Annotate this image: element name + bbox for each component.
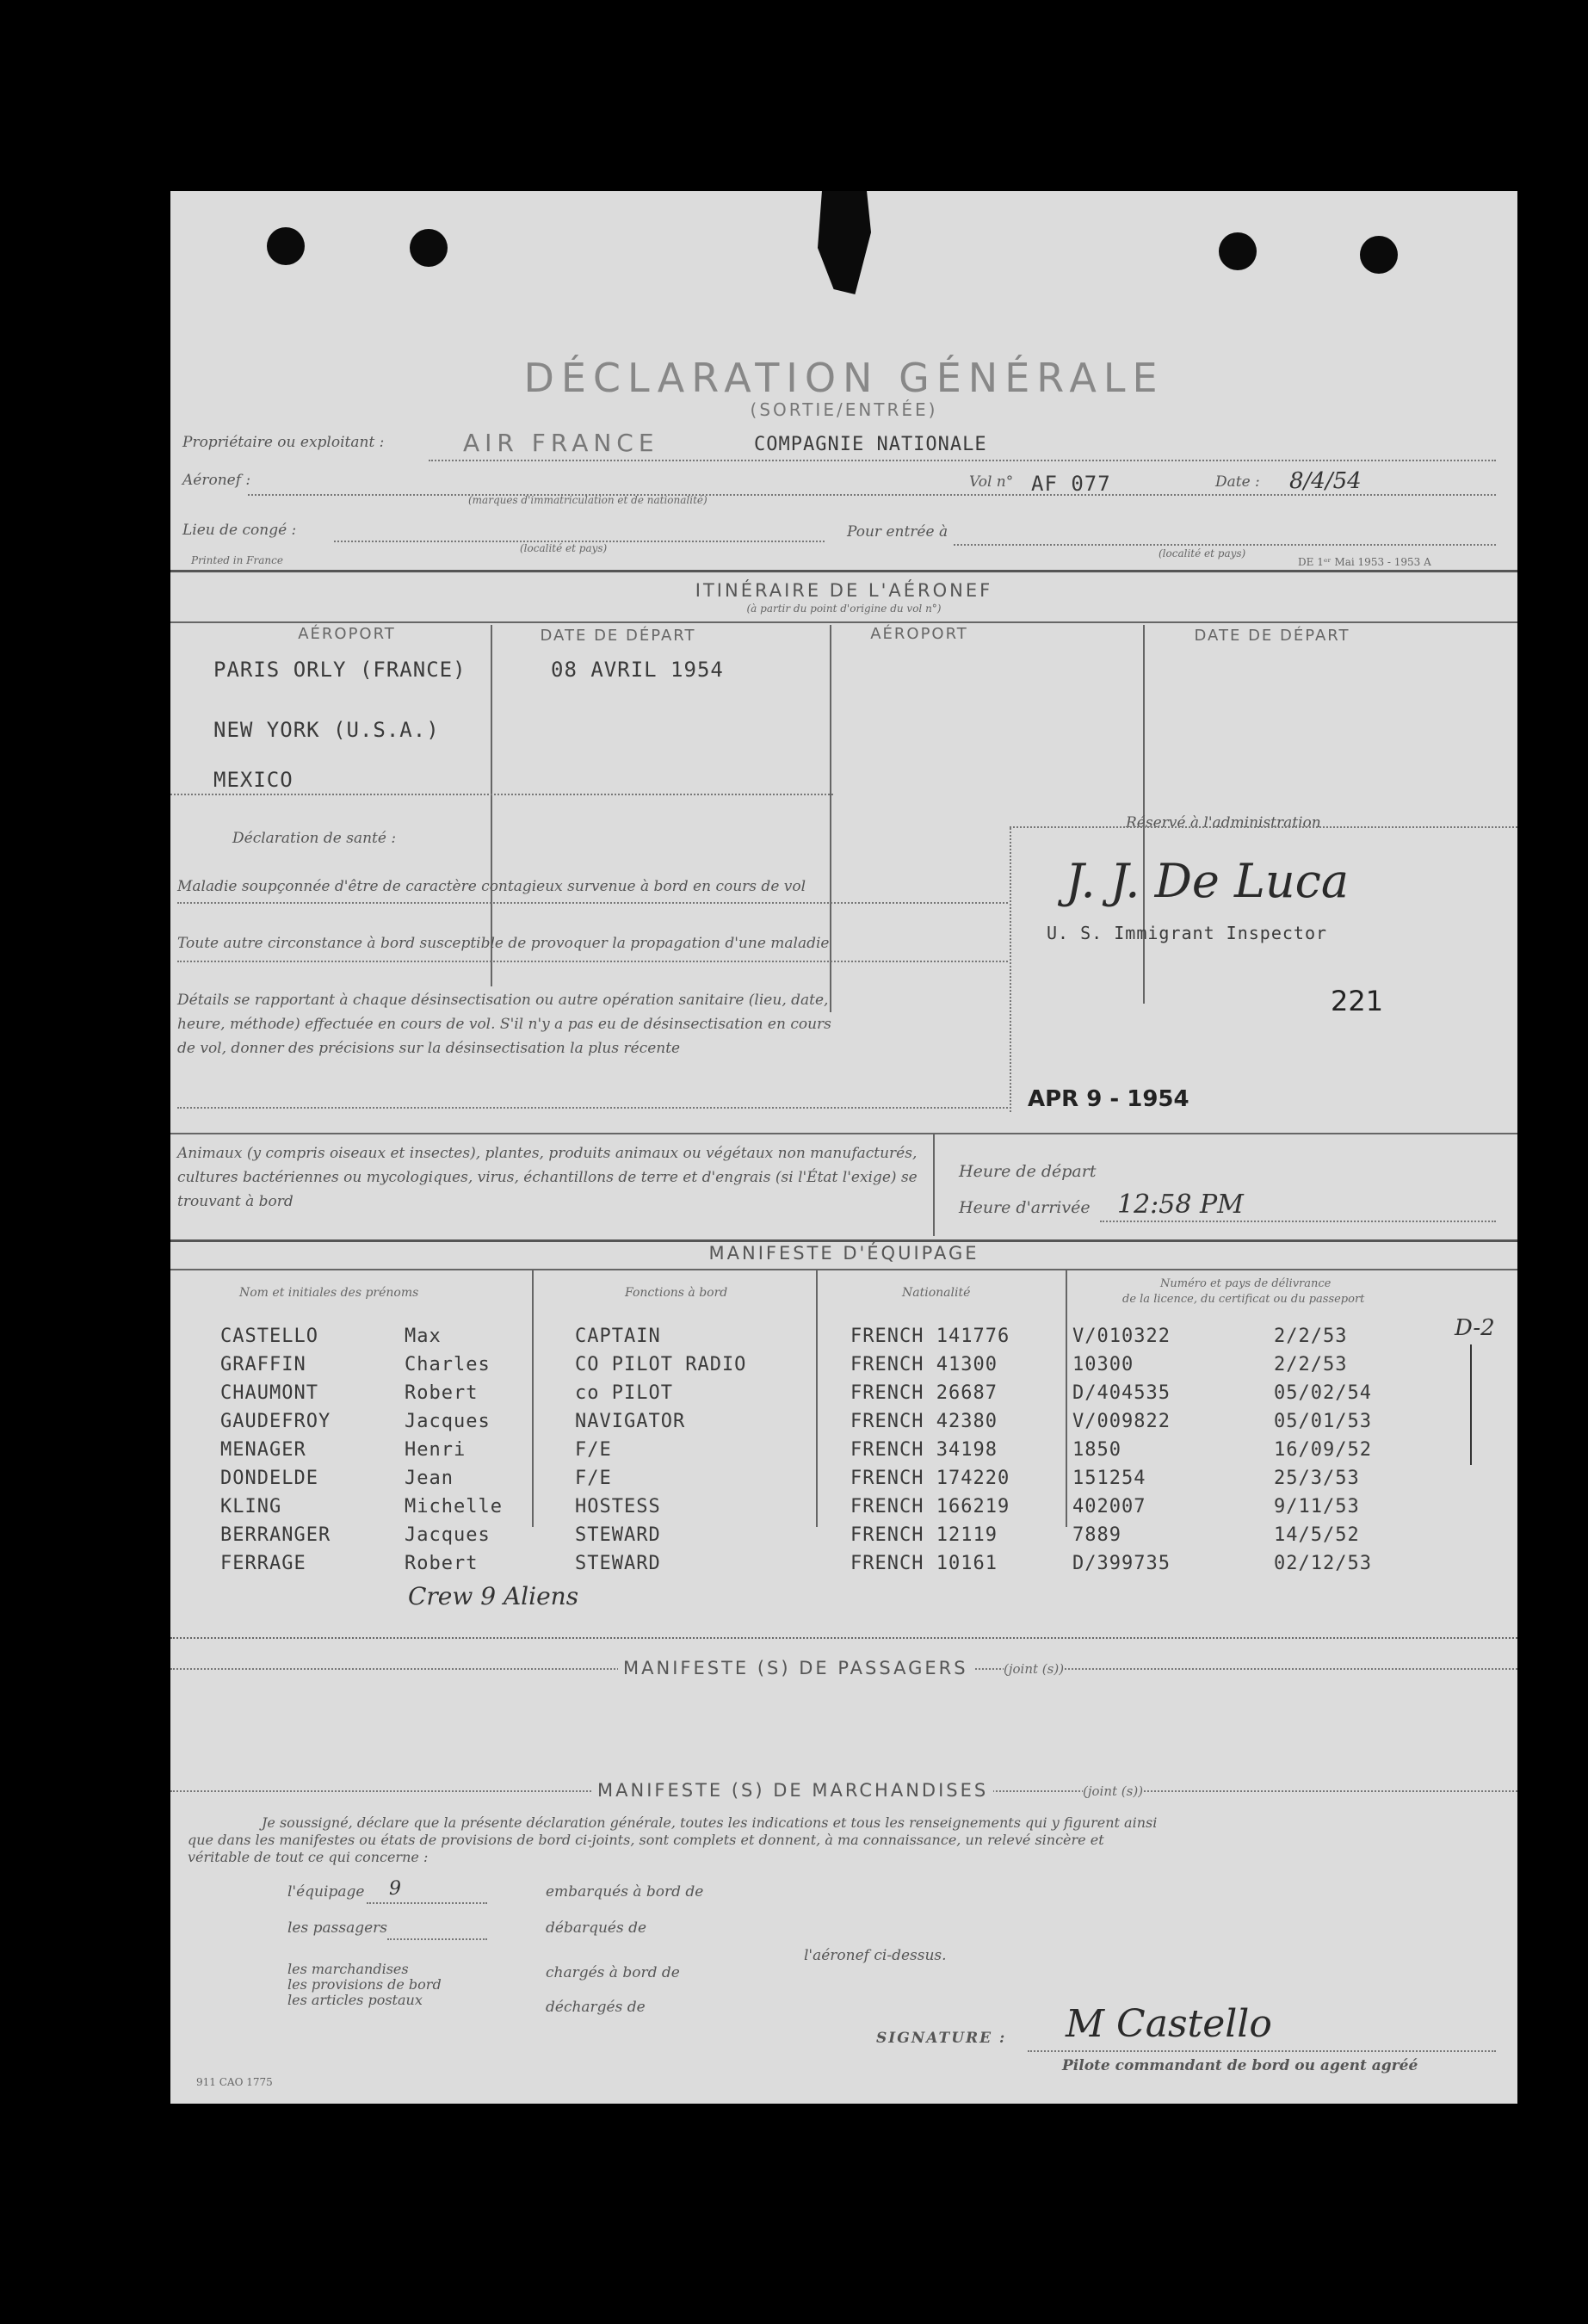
punch-hole-right-a [1219, 232, 1257, 270]
crew-col-function: Fonctions à bord [625, 1286, 728, 1300]
itinerary-subtitle: (à partir du point d'origine du vol n°) [746, 603, 942, 615]
declaration-loaded: chargés à bord de [546, 1964, 680, 1981]
crew-nationality: FRENCH 26687 [850, 1382, 998, 1404]
declaration-unloaded: déchargés de [546, 1999, 646, 2016]
inspector-title: U. S. Immigrant Inspector [1047, 923, 1328, 943]
crew-first-name: Max [405, 1326, 442, 1347]
crew-issue-date: 25/3/53 [1274, 1468, 1360, 1489]
depart-place-label: Lieu de congé : [182, 522, 297, 539]
cargo-note: (joint (s)) [1083, 1783, 1144, 1799]
crew-surname: KLING [220, 1496, 282, 1517]
admin-box-left [1010, 828, 1011, 1112]
crew-surname: BERRANGER [220, 1524, 331, 1546]
entry-line [954, 544, 1496, 546]
crew-function: CO PILOT RADIO [575, 1354, 747, 1375]
punch-hole-right-b [1360, 236, 1398, 274]
cargo-title: MANIFESTE (S) DE MARCHANDISES [592, 1780, 993, 1801]
declaration-line-3: véritable de tout ce qui concerne : [188, 1849, 429, 1865]
declaration-passengers-line [387, 1938, 487, 1940]
crew-nationality: FRENCH 166219 [850, 1496, 1010, 1517]
itinerary-divider-2 [830, 625, 831, 1012]
itinerary-title: ITINÉRAIRE DE L'AÉRONEF [695, 580, 993, 601]
inspector-signature: J. J. De Luca [1066, 854, 1350, 908]
signer-role: Pilote commandant de bord ou agent agréé [1062, 2057, 1418, 2074]
crew-document: 10300 [1072, 1354, 1134, 1375]
arrival-time-label: Heure d'arrivée [959, 1198, 1091, 1217]
owner-label: Propriétaire ou exploitant : [182, 434, 385, 451]
flight-value: AF 077 [1031, 472, 1111, 496]
crew-bracket [1470, 1344, 1472, 1465]
crew-issue-date: 9/11/53 [1274, 1496, 1360, 1517]
passengers-title: MANIFESTE (S) DE PASSAGERS [618, 1658, 973, 1678]
admin-box-top [1010, 826, 1517, 828]
itinerary-col-date-2: DATE DE DÉPART [1194, 627, 1350, 645]
itinerary-col-airport-2: AÉROPORT [870, 625, 968, 643]
punch-hole-left [267, 227, 305, 265]
inspector-number: 221 [1331, 985, 1384, 1017]
declaration-embarked: embarqués à bord de [546, 1883, 704, 1901]
itinerary-airport-2: NEW YORK (U.S.A.) [213, 718, 440, 742]
owner-sub: COMPAGNIE NATIONALE [754, 434, 987, 455]
crew-nationality: FRENCH 42380 [850, 1411, 998, 1432]
crew-first-name: Jacques [405, 1411, 491, 1432]
crew-document: 1850 [1072, 1439, 1121, 1461]
crew-surname: CHAUMONT [220, 1382, 318, 1404]
departure-time-label: Heure de départ [959, 1162, 1097, 1181]
health-rule-2 [177, 961, 1008, 962]
itinerary-date-1: 08 AVRIL 1954 [551, 658, 724, 682]
health-line-2: Toute autre circonstance à bord susceptible de provoquer la propagation d'une maladie [177, 935, 830, 952]
footer-code: 911 CAO 1775 [196, 2076, 273, 2088]
crew-nationality: FRENCH 12119 [850, 1524, 998, 1546]
health-rule-1 [177, 902, 1008, 904]
crew-nationality: FRENCH 41300 [850, 1354, 998, 1375]
crew-issue-date: 05/02/54 [1274, 1382, 1372, 1404]
declaration-goods-a: les marchandises [287, 1961, 409, 1977]
animals-line-a: Animaux (y compris oiseaux et insectes), plantes, produits animaux ou végétaux non manufacturés, [177, 1145, 918, 1162]
declaration-crew-line [367, 1902, 487, 1904]
crew-document: 7889 [1072, 1524, 1121, 1546]
date-value: 8/4/54 [1289, 468, 1362, 494]
itinerary-divider-1 [491, 625, 492, 986]
crew-function: co PILOT [575, 1382, 673, 1404]
crew-nationality: FRENCH 174220 [850, 1468, 1010, 1489]
crew-surname: GAUDEFROY [220, 1411, 331, 1432]
crew-issue-date: 2/2/53 [1274, 1326, 1348, 1347]
owner-line [429, 460, 1496, 461]
crew-col-license-a: Numéro et pays de délivrance [1160, 1277, 1332, 1290]
crew-document: D/399735 [1072, 1553, 1171, 1574]
crew-title: MANIFESTE D'ÉQUIPAGE [708, 1243, 979, 1264]
declaration-disembarked: débarqués de [546, 1919, 647, 1937]
crew-issue-date: 16/09/52 [1274, 1439, 1372, 1461]
crew-function: HOSTESS [575, 1496, 661, 1517]
itinerary-col-airport-1: AÉROPORT [298, 625, 396, 643]
signature-line [1028, 2050, 1496, 2052]
health-line-1: Maladie soupçonnée d'être de caractère contagieux survenue à bord en cours de vol [177, 878, 806, 895]
crew-bottom-rule [170, 1637, 1517, 1639]
crew-nationality: FRENCH 10161 [850, 1553, 998, 1574]
animals-divider [933, 1133, 935, 1236]
animals-line-c: trouvant à bord [177, 1193, 294, 1210]
crew-first-name: Michelle [405, 1496, 503, 1517]
crew-total-note: Crew 9 Aliens [408, 1582, 579, 1610]
health-line-3c: de vol, donner des précisions sur la désinsectisation la plus récente [177, 1040, 681, 1057]
crew-first-name: Jean [405, 1468, 454, 1489]
arrival-time-line [1100, 1221, 1496, 1222]
itinerary-airport-1: PARIS ORLY (FRANCE) [213, 658, 467, 682]
entry-note: (localité et pays) [1159, 547, 1246, 559]
form-title: DÉCLARATION GÉNÉRALE [523, 355, 1165, 401]
health-line-3a: Détails se rapportant à chaque désinsectisation ou autre opération sanitaire (lieu, date, [177, 992, 829, 1009]
crew-margin-note: D-2 [1455, 1315, 1495, 1341]
crew-surname: FERRAGE [220, 1553, 306, 1574]
crew-nationality: FRENCH 141776 [850, 1326, 1010, 1347]
crew-surname: DONDELDE [220, 1468, 318, 1489]
crew-nationality: FRENCH 34198 [850, 1439, 998, 1461]
crew-first-name: Henri [405, 1439, 467, 1461]
crew-col-name: Nom et initiales des prénoms [239, 1286, 419, 1300]
crew-divider-1 [532, 1269, 534, 1527]
aircraft-label: Aéronef : [182, 472, 251, 489]
depart-line [334, 541, 825, 542]
form-subtitle: (SORTIE/ENTRÉE) [750, 399, 938, 420]
health-title: Déclaration de santé : [232, 830, 397, 847]
crew-col-license-b: de la licence, du certificat ou du passeport [1122, 1293, 1365, 1306]
animals-top-rule [170, 1133, 1517, 1134]
declaration-crew-value: 9 [389, 1878, 401, 1900]
captain-signature: M Castello [1066, 2002, 1272, 2046]
declaration-crew-label: l'équipage [287, 1883, 365, 1901]
crew-col-nationality: Nationalité [902, 1286, 971, 1300]
crew-document: D/404535 [1072, 1382, 1171, 1404]
passengers-note: (joint (s)) [1004, 1661, 1065, 1677]
admin-title: Réservé à l'administration [1126, 814, 1321, 831]
animals-line-b: cultures bactériennes ou mycologiques, virus, échantillons de terre et d'engrais (si l'État l'exige) se [177, 1169, 918, 1186]
declaration-line-2: que dans les manifestes ou états de provisions de bord ci-joints, sont complets et donnent, à ma connaissance, un relevé sincère et [188, 1832, 1104, 1848]
flight-label: Vol n° [969, 473, 1014, 491]
crew-surname: GRAFFIN [220, 1354, 306, 1375]
health-rule-3 [177, 1107, 1008, 1109]
health-line-3b: heure, méthode) effectuée en cours de vol. S'il n'y a pas eu de désinsectisation en cours [177, 1016, 831, 1033]
crew-first-name: Robert [405, 1382, 479, 1404]
signature-label: SIGNATURE : [876, 2030, 1007, 2047]
crew-first-name: Charles [405, 1354, 491, 1375]
crew-first-name: Jacques [405, 1524, 491, 1546]
crew-issue-date: 2/2/53 [1274, 1354, 1348, 1375]
declaration-line-1: Je soussigné, déclare que la présente déclaration générale, toutes les indications et tous les renseignements qui y figurent ainsi [262, 1814, 1158, 1831]
arrival-time-value: 12:58 PM [1117, 1190, 1244, 1220]
owner-value: AIR FRANCE [463, 429, 659, 457]
crew-document: V/010322 [1072, 1326, 1171, 1347]
crew-header-rule [170, 1269, 1517, 1270]
crew-divider-2 [816, 1269, 818, 1527]
crew-surname: MENAGER [220, 1439, 306, 1461]
declaration-passengers-label: les passagers [287, 1919, 388, 1937]
crew-issue-date: 14/5/52 [1274, 1524, 1360, 1546]
itinerary-bottom-rule [170, 794, 833, 795]
date-label: Date : [1215, 473, 1260, 491]
aircraft-note: (marques d'immatriculation et de nationalité) [468, 494, 707, 506]
aircraft-line [248, 494, 1496, 496]
crew-divider-3 [1066, 1269, 1067, 1527]
arrival-stamp-date: APR 9 - 1954 [1028, 1086, 1189, 1112]
crew-document: 151254 [1072, 1468, 1146, 1489]
crew-document: 402007 [1072, 1496, 1146, 1517]
declaration-aircraft: l'aéronef ci-dessus. [804, 1947, 947, 1964]
paper-tear [818, 191, 871, 294]
crew-function: STEWARD [575, 1524, 661, 1546]
crew-function: CAPTAIN [575, 1326, 661, 1347]
depart-place-note: (localité et pays) [520, 542, 608, 554]
itinerary-header-rule [170, 621, 1517, 623]
crew-document: V/009822 [1072, 1411, 1171, 1432]
punch-hole-center [410, 229, 448, 267]
crew-issue-date: 02/12/53 [1274, 1553, 1372, 1574]
crew-function: STEWARD [575, 1553, 661, 1574]
crew-function: F/E [575, 1468, 612, 1489]
crew-surname: CASTELLO [220, 1326, 318, 1347]
document-page [170, 191, 1517, 2104]
declaration-goods-b: les provisions de bord [287, 1976, 442, 1993]
crew-function: NAVIGATOR [575, 1411, 686, 1432]
itinerary-airport-3: MEXICO [213, 768, 294, 792]
declaration-goods-c: les articles postaux [287, 1992, 423, 2008]
crew-first-name: Robert [405, 1553, 479, 1574]
crew-function: F/E [575, 1439, 612, 1461]
itinerary-top-rule [170, 570, 1517, 572]
crew-issue-date: 05/01/53 [1274, 1411, 1372, 1432]
printed-note: Printed in France [191, 554, 283, 566]
itinerary-col-date-1: DATE DE DÉPART [540, 627, 696, 645]
crew-top-rule [170, 1239, 1517, 1242]
entry-label: Pour entrée à [847, 523, 948, 541]
form-code: DE 1ᵉʳ Mai 1953 - 1953 A [1298, 556, 1431, 568]
